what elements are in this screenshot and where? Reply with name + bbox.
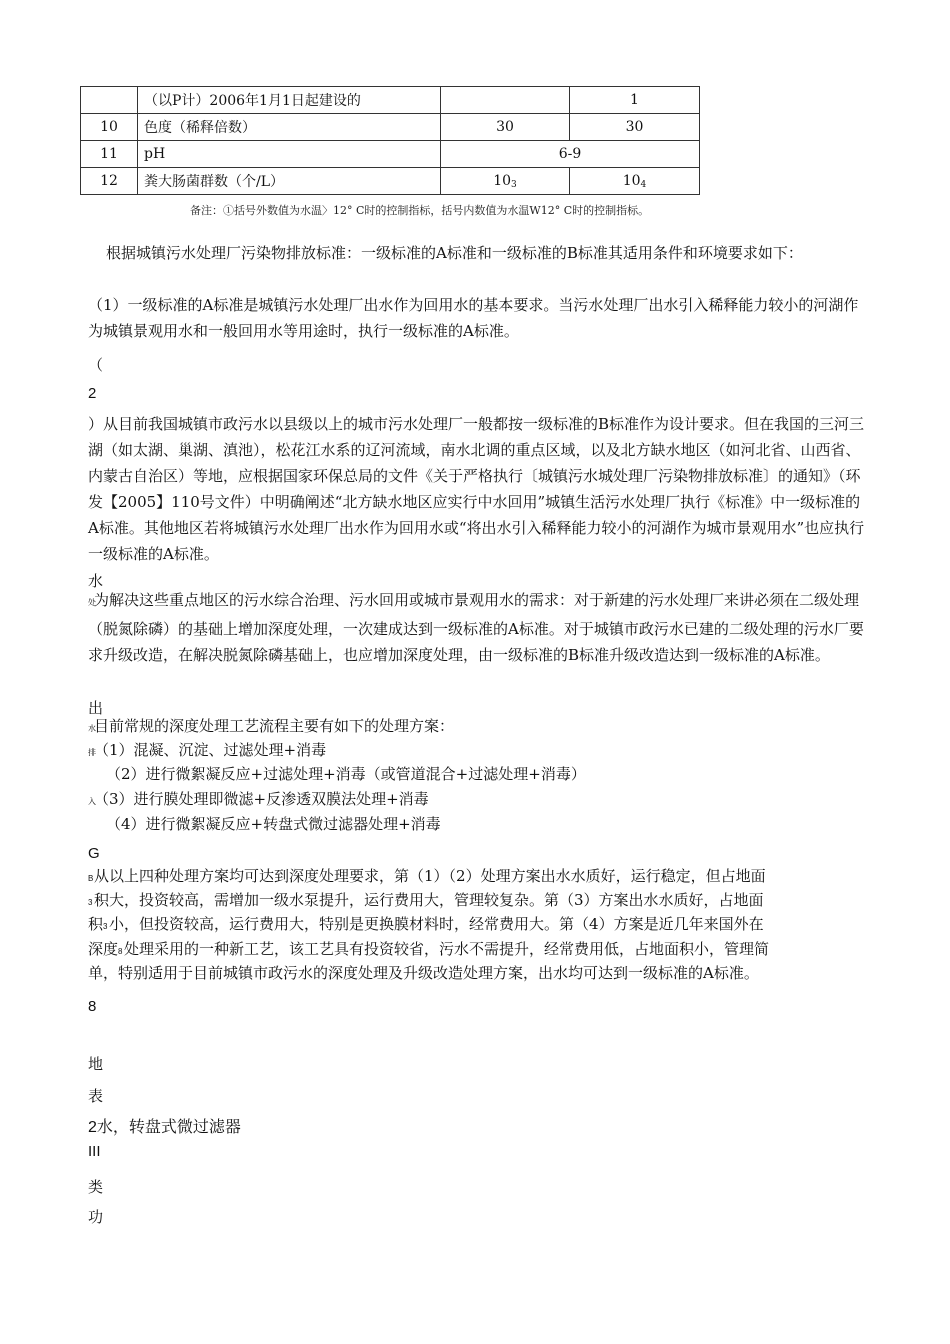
stray-char-di: 地 xyxy=(88,1056,104,1073)
paragraph-4-line-1 xyxy=(88,864,766,891)
plan-1 xyxy=(88,738,326,765)
paragraph-2: ）从目前我国城镇市政污水以县级以上的城市污水处理厂一般都按一级标准的B标准作为设计要求。但在我国的三河三湖（如太湖、巢湖、滇池），松花江水系的辽河流域，南水北调的重点区域，以及北方缺水地区（如河北省、山西省、内蒙古自治区）等地，应根据国家环保总局的文件《关于严格执行〔城镇污水城处理厂污染物排放标准〕的通知》（环发【2005】110号文件）中明确阐述“北方缺水地区应实行中水回用”城镇生活污水处理厂执行《标准》中一级标准的A标准。其他地区若将城镇污水处理厂出水作为回用水或“将出水引入稀释能力较小的河湖作为城市景观用水”也应执行一级标准的A标准。 xyxy=(88,415,865,563)
margin-marker: 8 xyxy=(118,947,123,956)
table-row xyxy=(81,141,700,168)
row-number xyxy=(81,87,138,114)
plan-1-text: （1）混凝、沉淀、过滤处理+消毒 xyxy=(94,741,327,759)
row-number: 10 xyxy=(81,114,138,141)
paragraph-4-line-3 xyxy=(88,912,764,939)
margin-marker: 处 xyxy=(88,598,96,607)
value-exponent: 4 xyxy=(640,179,647,190)
row-value-1 xyxy=(441,87,570,114)
row-item: （以P计）2006年1月1日起建设的 xyxy=(138,87,441,114)
margin-marker: 入 xyxy=(88,797,96,806)
stray-char-chu: 出 xyxy=(88,700,104,717)
paragraph-3-text: 为解决这些重点地区的污水综合治理、污水回用或城市景观用水的需求：对于新建的污水处理厂来讲必须在二级处理（脱氮除磷）的基础上增加深度处理，一次建成达到一级标准的A标准。对于城镇市政污水已建的二级处理的污水厂要求升级改造，在解决脱氮除磷基础上，也应增加深度处理，由一级标准的B标准升级改造达到一级标准的A标准。 xyxy=(88,591,864,664)
table-note: 备注：①括号外数值为水温〉12° C时的控制指标，括号内数值为水温W12° C时的控制指标。 xyxy=(190,204,650,217)
plan-4: （4）进行微絮凝反应+转盘式微过滤器处理+消毒 xyxy=(106,815,441,833)
row-number: 12 xyxy=(81,168,138,195)
stray-char-g: G xyxy=(88,845,100,862)
line-text: 深度 xyxy=(88,940,119,958)
row-item: 色度（稀释倍数） xyxy=(138,114,441,141)
stray-heading: 2水，转盘式微过滤器 xyxy=(88,1119,241,1136)
plan-2: （2）进行微絮凝反应+过滤处理+消毒（或管道混合+过滤处理+消毒） xyxy=(106,765,586,783)
stray-char-biao: 表 xyxy=(88,1088,104,1105)
intro-paragraph: 根据城镇污水处理厂污染物排放标准：一级标准的A标准和一级标准的B标准其适用条件和环境要求如下： xyxy=(106,244,803,262)
stray-roman-iii: III xyxy=(88,1143,101,1160)
margin-marker: B xyxy=(88,874,94,883)
plan-3-text: （3）进行膜处理即微滤+反渗透双膜法处理+消毒 xyxy=(94,790,429,808)
standards-table xyxy=(80,86,700,195)
stray-open-paren: （ xyxy=(88,357,104,374)
stray-char-lei: 类 xyxy=(88,1179,104,1196)
row-value-2: 1 xyxy=(570,87,700,114)
row-value-1 xyxy=(441,168,570,195)
row-item: pH xyxy=(138,141,441,168)
margin-marker: 3 xyxy=(103,922,108,931)
stray-char-gong: 功 xyxy=(88,1209,104,1226)
value-exponent: 3 xyxy=(511,179,517,190)
plan-intro xyxy=(88,714,454,741)
margin-marker: 排 xyxy=(88,748,96,757)
row-item: 粪大肠菌群数（个/L） xyxy=(138,168,441,195)
plan-3 xyxy=(88,787,429,814)
value-base: 10 xyxy=(622,172,641,189)
paragraph-4-line-2 xyxy=(88,888,764,915)
stray-number-2: 2 xyxy=(88,385,97,402)
margin-marker: 水 xyxy=(88,724,96,733)
row-value-2 xyxy=(570,168,700,195)
margin-marker: 3 xyxy=(88,898,93,907)
stray-number-8: 8 xyxy=(88,998,97,1015)
paragraph-4-line-5: 单，特别适用于目前城镇市政污水的深度处理及升级改造处理方案，出水均可达到一级标准的A标准。 xyxy=(88,964,759,982)
line-text: 从以上四种处理方案均可达到深度处理要求，第（1）（2）处理方案出水水质好，运行稳定，但占地面 xyxy=(94,867,766,885)
paragraph-1: （1）一级标准的A标准是城镇污水处理厂出水作为回用水的基本要求。当污水处理厂出水引入稀释能力较小的河湖作为城镇景观用水和一般回用水等用途时，执行一级标准的A标准。 xyxy=(88,296,859,340)
line-text: 积大，投资较高，需增加一级水泵提升，运行费用大，管理较复杂。第（3）方案出水水质好，占地面 xyxy=(94,891,764,909)
paragraph-3 xyxy=(88,587,866,668)
row-value-2: 30 xyxy=(570,114,700,141)
stray-char-shui: 水 xyxy=(88,573,104,590)
table-row xyxy=(81,87,700,114)
line-text: 处理采用的一种新工艺，该工艺具有投资较省，污水不需提升，经常费用低，占地面积小，管理简 xyxy=(124,940,770,958)
value-base: 10 xyxy=(493,172,512,189)
table-row xyxy=(81,114,700,141)
line-text: 积 xyxy=(88,915,104,933)
row-value-1: 30 xyxy=(441,114,570,141)
paragraph-4-line-4 xyxy=(88,937,769,964)
line-text: 小，但投资较高，运行费用大，特别是更换膜材料时，经常费用大。第（4）方案是近几年来国外在 xyxy=(109,915,764,933)
row-value-merged: 6-9 xyxy=(441,141,700,168)
table-row xyxy=(81,168,700,195)
row-number: 11 xyxy=(81,141,138,168)
plan-intro-text: 目前常规的深度处理工艺流程主要有如下的处理方案： xyxy=(94,717,455,735)
